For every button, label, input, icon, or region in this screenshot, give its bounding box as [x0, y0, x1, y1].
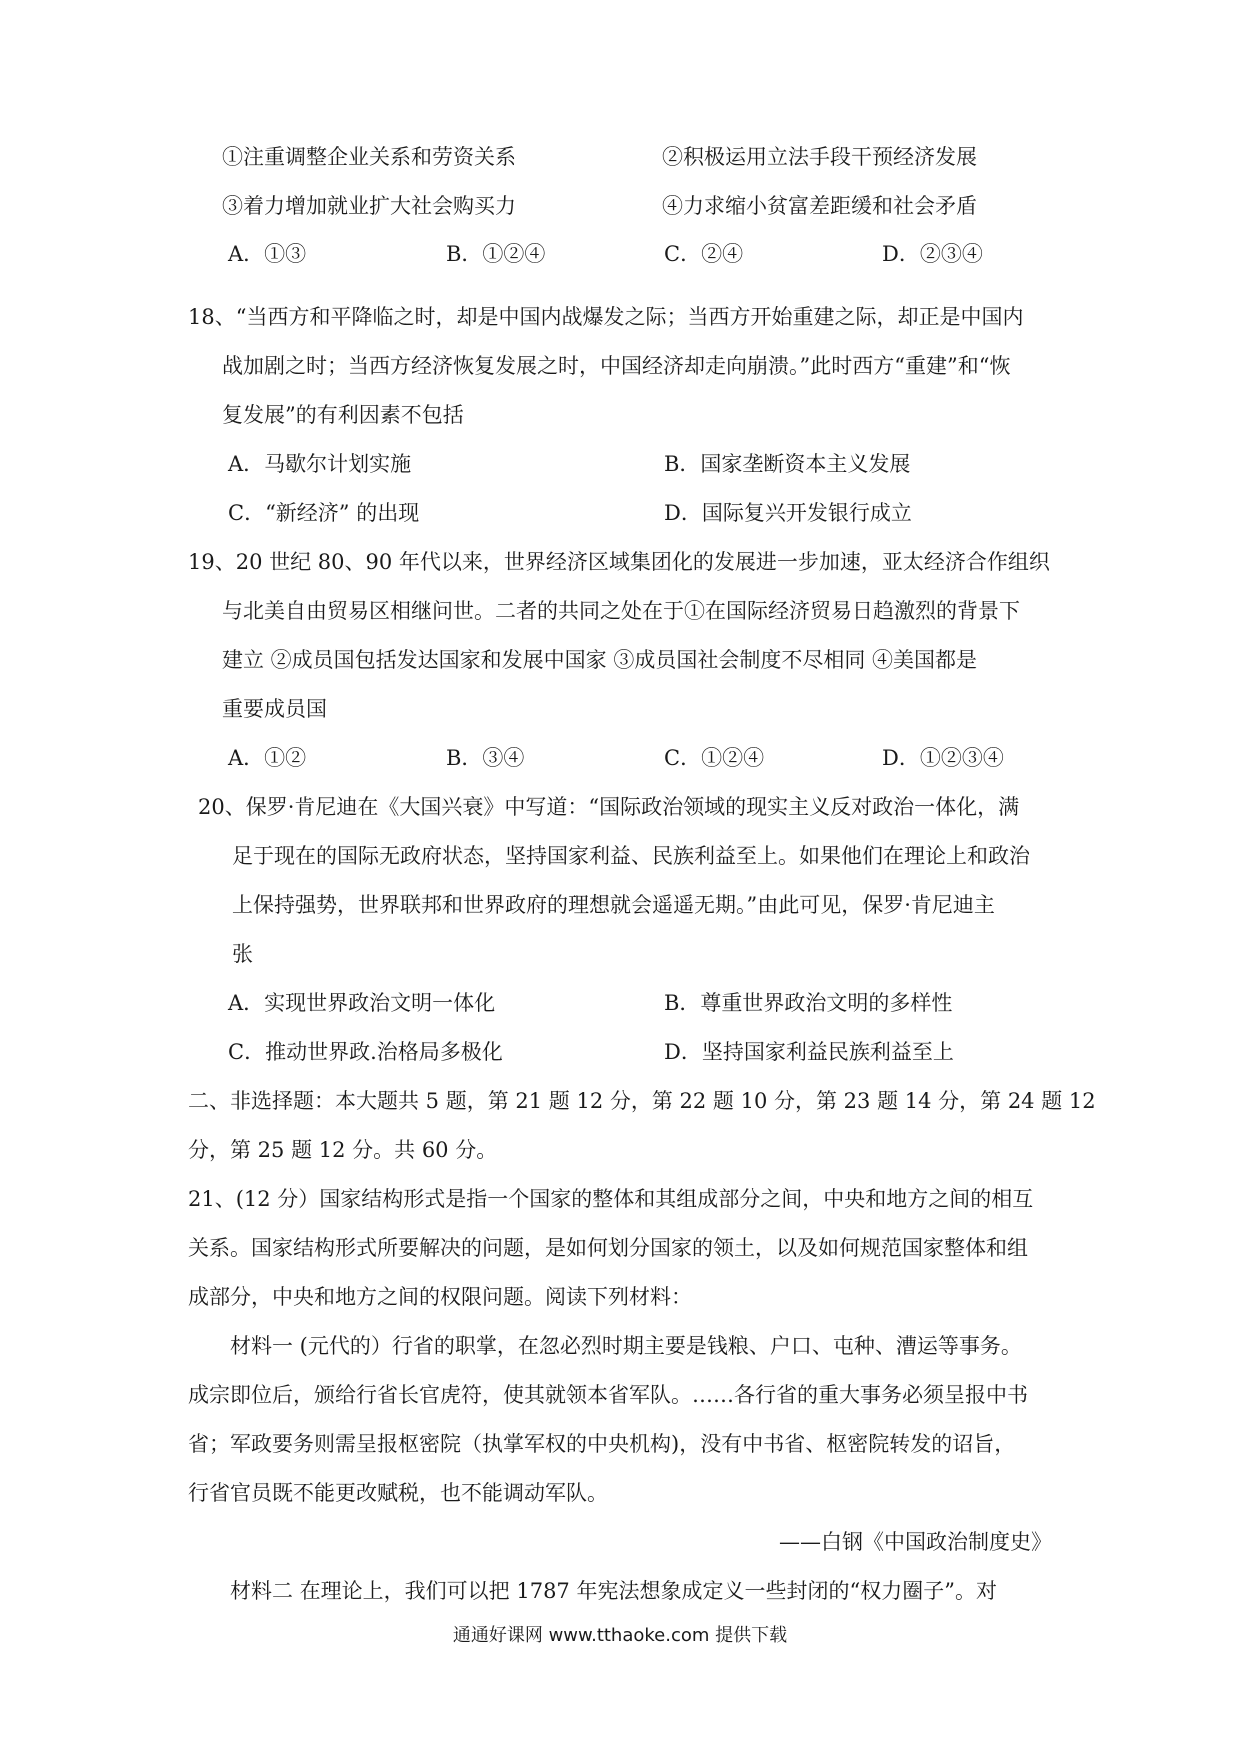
q19-line-1: 19、20 世纪 80、90 年代以来，世界经济区域集团化的发展进一步加速，亚太经济合作组织 — [188, 550, 1050, 574]
material1-line-2: 成宗即位后，颁给行省长官虎符，使其就领本省军队。……各行省的重大事务必须呈报中书 — [188, 1383, 1028, 1407]
q19-line-3: 建立 ②成员国包括发达国家和发展中国家 ③成员国社会制度不尽相同 ④美国都是 — [222, 648, 978, 672]
q17-option-d: D．②③④ — [882, 242, 983, 266]
q19-option-d: D．①②③④ — [882, 746, 1004, 770]
q18-line-3: 复发展”的有利因素不包括 — [222, 403, 464, 427]
q17-item-3: ③着力增加就业扩大社会购买力 — [222, 194, 516, 218]
q18-option-b: B．国家垄断资本主义发展 — [664, 452, 911, 476]
q20-option-c: C．推动世界政.治格局多极化 — [228, 1040, 503, 1064]
q18-option-c: C．“新经济” 的出现 — [228, 501, 420, 525]
q21-line-2: 关系。国家结构形式所要解决的问题，是如何划分国家的领土，以及如何规范国家整体和组 — [188, 1236, 1028, 1260]
q17-item-4: ④力求缩小贫富差距缓和社会矛盾 — [662, 194, 977, 218]
q20-line-3: 上保持强势，世界联邦和世界政府的理想就会遥遥无期。”由此可见，保罗·肯尼迪主 — [232, 893, 995, 917]
q20-line-2: 足于现在的国际无政府状态，坚持国家利益、民族利益至上。如果他们在理论上和政治 — [232, 844, 1030, 868]
q20-option-d: D．坚持国家利益民族利益至上 — [664, 1040, 954, 1064]
q19-option-a: A．①② — [228, 746, 307, 770]
material1-line-3: 省；军政要务则需呈报枢密院（执掌军权的中央机构)，没有中书省、枢密院转发的诏旨， — [188, 1432, 1016, 1456]
q17-option-a: A．①③ — [228, 242, 307, 266]
material2-line-1: 材料二 在理论上，我们可以把 1787 年宪法想象成定义一些封闭的“权力圈子”。对 — [230, 1579, 997, 1603]
q21-line-1: 21、(12 分）国家结构形式是指一个国家的整体和其组成部分之间，中央和地方之间的相互 — [188, 1187, 1034, 1211]
q18-line-1: 18、“当西方和平降临之时，却是中国内战爆发之际；当西方开始重建之际，却正是中国内 — [188, 305, 1024, 329]
q19-line-2: 与北美自由贸易区相继问世。二者的共同之处在于①在国际经济贸易日趋激烈的背景下 — [222, 599, 1020, 623]
section2-line-1: 二、非选择题：本大题共 5 题，第 21 题 12 分，第 22 题 10 分，第 23 题 14 分，第 24 题 12 — [188, 1089, 1096, 1113]
q19-line-4: 重要成员国 — [222, 697, 327, 721]
material1-line-4: 行省官员既不能更改赋税，也不能调动军队。 — [188, 1481, 608, 1505]
q21-line-3: 成部分，中央和地方之间的权限问题。阅读下列材料： — [188, 1285, 692, 1309]
q20-option-a: A．实现世界政治文明一体化 — [228, 991, 496, 1015]
q19-option-b: B．③④ — [446, 746, 525, 770]
q17-option-b: B．①②④ — [446, 242, 546, 266]
q17-item-1: ①注重调整企业关系和劳资关系 — [222, 145, 516, 169]
q17-option-c: C．②④ — [664, 242, 744, 266]
q20-line-1: 20、保罗·肯尼迪在《大国兴衰》中写道：“国际政治领域的现实主义反对政治一体化，满 — [198, 795, 1020, 819]
material1-source: ——白钢《中国政治制度史》 — [779, 1530, 1052, 1554]
q18-option-d: D．国际复兴开发银行成立 — [664, 501, 912, 525]
material1-line-1: 材料一 (元代的）行省的职掌，在忽必烈时期主要是钱粮、户口、屯种、漕运等事务。 — [230, 1334, 1022, 1358]
q20-option-b: B．尊重世界政治文明的多样性 — [664, 991, 953, 1015]
section2-line-2: 分，第 25 题 12 分。共 60 分。 — [188, 1138, 498, 1162]
q18-line-2: 战加剧之时；当西方经济恢复发展之时，中国经济却走向崩溃。”此时西方“重建”和“恢 — [222, 354, 1011, 378]
q20-line-4: 张 — [232, 942, 253, 966]
page-footer: 通通好课网 www.tthaoke.com 提供下载 — [452, 1625, 788, 1646]
q19-option-c: C．①②④ — [664, 746, 765, 770]
q17-item-2: ②积极运用立法手段干预经济发展 — [662, 145, 977, 169]
q18-option-a: A．马歇尔计划实施 — [228, 452, 412, 476]
